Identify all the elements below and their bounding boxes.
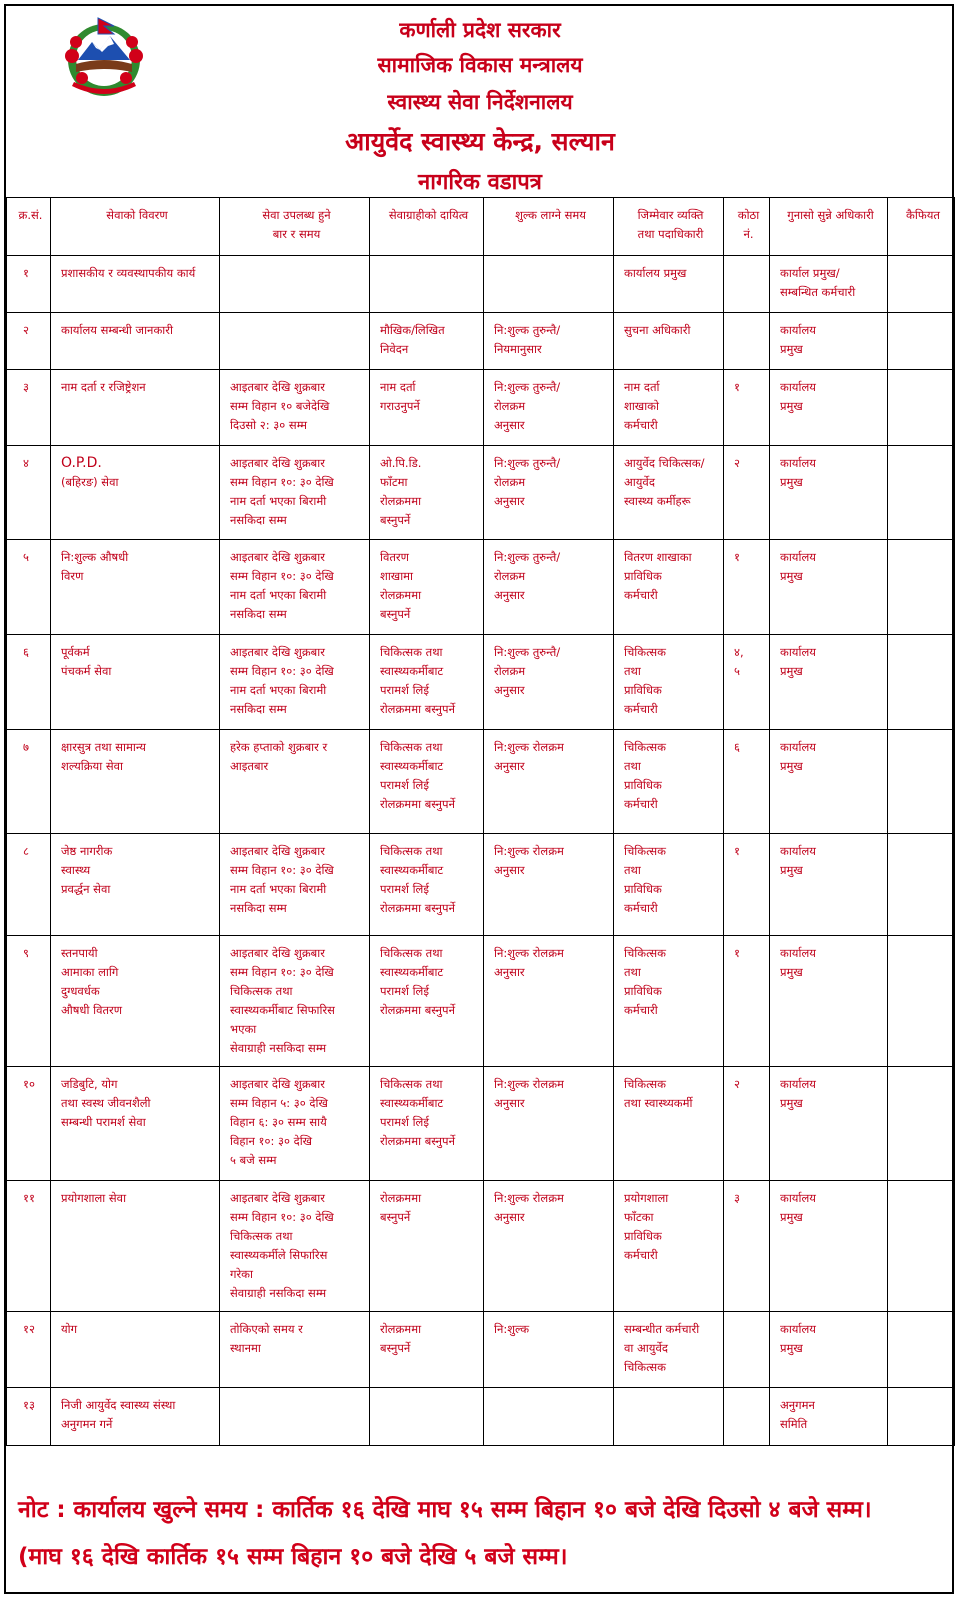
serial-number: १३ (7, 1388, 51, 1446)
service-description: प्रयोगशाला सेवा (51, 1181, 220, 1312)
table-row (7, 446, 955, 540)
recipient-duty: चिकित्सक तथा स्वास्थ्यकर्मीबाट परामर्श लिई रोलक्रममा बस्नुपर्ने (370, 834, 484, 936)
header-province: कर्णाली प्रदेश सरकार (399, 18, 561, 42)
room-number: ३ (724, 1181, 770, 1312)
recipient-duty: मौखिक/लिखित निवेदन (370, 313, 484, 370)
remarks (888, 540, 955, 635)
header-directorate: स्वास्थ्य सेवा निर्देशनालय (387, 90, 573, 114)
grievance-officer: कार्याल प्रमुख/ सम्बन्धित कर्मचारी (770, 256, 888, 313)
remarks (888, 256, 955, 313)
fee-and-duration: नि:शुल्क (484, 1312, 614, 1388)
room-number (724, 1388, 770, 1446)
room-number: २ (724, 1067, 770, 1181)
responsible-official: आयुर्वेद चिकित्सक/ आयुर्वेद स्वास्थ्य कर्मीहरू (614, 446, 724, 540)
recipient-duty: रोलक्रममा बस्नुपर्ने (370, 1181, 484, 1312)
serial-number: ८ (7, 834, 51, 936)
grievance-officer: कार्यालय प्रमुख (770, 313, 888, 370)
serial-number: १ (7, 256, 51, 313)
recipient-duty: चिकित्सक तथा स्वास्थ्यकर्मीबाट परामर्श लिई रोलक्रममा बस्नुपर्ने (370, 936, 484, 1067)
remarks (888, 635, 955, 730)
column-header: सेवा उपलब्ध हुने बार र समय (220, 198, 370, 256)
remarks (888, 1181, 955, 1312)
responsible-official: वितरण शाखाका प्राविधिक कर्मचारी (614, 540, 724, 635)
recipient-duty: वितरण शाखामा रोलक्रममा बस्नुपर्ने (370, 540, 484, 635)
table-row (7, 1388, 955, 1446)
service-time: आइतबार देखि शुक्रबार सम्म विहान १०: ३० देखि चिकित्सक तथा स्वास्थ्यकर्मीले सिफारिस गरेका सेवाग्राही नसकिदा सम्म (220, 1181, 370, 1312)
room-number (724, 256, 770, 313)
column-header: कोठा नं. (724, 198, 770, 256)
grievance-officer: कार्यालय प्रमुख (770, 1067, 888, 1181)
fee-and-duration (484, 1388, 614, 1446)
fee-and-duration: नि:शुल्क तुरुन्तै/ नियमानुसार (484, 313, 614, 370)
fee-and-duration: नि:शुल्क रोलक्रम अनुसार (484, 834, 614, 936)
service-time (220, 1388, 370, 1446)
office-hours-note: नोट : कार्यालय खुल्ने समय : कार्तिक १६ देखि माघ १५ सम्म बिहान १० बजे देखि दिउसो ४ बजे सम्म। (18, 1497, 872, 1523)
opd-label: O.P.D. (61, 455, 102, 471)
column-header: शुल्क लाग्ने समय (484, 198, 614, 256)
service-time: आइतबार देखि शुक्रबार सम्म विहान १० बजेदेखि दिउसो २: ३० सम्म (220, 370, 370, 446)
service-time: आइतबार देखि शुक्रबार सम्म विहान १०: ३० देखि नाम दर्ता भएका बिरामी नसकिदा सम्म (220, 635, 370, 730)
responsible-official: सुचना अधिकारी (614, 313, 724, 370)
fee-and-duration: नि:शुल्क रोलक्रम अनुसार (484, 936, 614, 1067)
header-ministry: सामाजिक विकास मन्त्रालय (377, 53, 583, 77)
remarks (888, 446, 955, 540)
service-time (220, 313, 370, 370)
room-number: १ (724, 370, 770, 446)
remarks (888, 936, 955, 1067)
grievance-officer: कार्यालय प्रमुख (770, 635, 888, 730)
header-charter-title: नागरिक वडापत्र (418, 170, 542, 195)
table-row (7, 540, 955, 635)
serial-number: ६ (7, 635, 51, 730)
service-description (51, 446, 220, 540)
recipient-duty: चिकित्सक तथा स्वास्थ्यकर्मीबाट परामर्श लिई रोलक्रममा बस्नुपर्ने (370, 1067, 484, 1181)
responsible-official: चिकित्सक तथा प्राविधिक कर्मचारी (614, 834, 724, 936)
table-row (7, 256, 955, 313)
serial-number: १० (7, 1067, 51, 1181)
service-description: प्रशासकीय र व्यवस्थापकीय कार्य (51, 256, 220, 313)
opd-subtitle: (बहिरङ) सेवा (61, 475, 119, 489)
service-description: जेष्ठ नागरीक स्वास्थ्य प्रवर्द्धन सेवा (51, 834, 220, 936)
grievance-officer: कार्यालय प्रमुख (770, 1312, 888, 1388)
fee-and-duration: नि:शुल्क तुरुन्तै/ रोलक्रम अनुसार (484, 446, 614, 540)
header-center-name: आयुर्वेद स्वास्थ्य केन्द्र, सल्यान (345, 127, 615, 156)
table-row (7, 635, 955, 730)
table-row (7, 834, 955, 936)
serial-number: ४ (7, 446, 51, 540)
recipient-duty (370, 1388, 484, 1446)
service-time: तोकिएको समय र स्थानमा (220, 1312, 370, 1388)
grievance-officer: अनुगमन समिति (770, 1388, 888, 1446)
room-number: २ (724, 446, 770, 540)
table-row (7, 313, 955, 370)
responsible-official: नाम दर्ता शाखाको कर्मचारी (614, 370, 724, 446)
service-description: योग (51, 1312, 220, 1388)
service-time: हरेक हप्ताको शुक्रबार र आइतबार (220, 730, 370, 834)
responsible-official: चिकित्सक तथा प्राविधिक कर्मचारी (614, 635, 724, 730)
fee-and-duration: नि:शुल्क रोलक्रम अनुसार (484, 1067, 614, 1181)
grievance-officer: कार्यालय प्रमुख (770, 446, 888, 540)
responsible-official: चिकित्सक तथा प्राविधिक कर्मचारी (614, 936, 724, 1067)
office-hours-note-secondary: (माघ १६ देखि कार्तिक १५ सम्म बिहान १० बजे देखि ५ बजे सम्म। (18, 1544, 568, 1570)
remarks (888, 1388, 955, 1446)
service-description: कार्यालय सम्बन्धी जानकारी (51, 313, 220, 370)
service-description: नाम दर्ता र रजिष्ट्रेशन (51, 370, 220, 446)
fee-and-duration: नि:शुल्क रोलक्रम अनुसार (484, 1181, 614, 1312)
recipient-duty: चिकित्सक तथा स्वास्थ्यकर्मीबाट परामर्श लिई रोलक्रममा बस्नुपर्ने (370, 730, 484, 834)
grievance-officer: कार्यालय प्रमुख (770, 936, 888, 1067)
responsible-official (614, 1388, 724, 1446)
table-row (7, 730, 955, 834)
column-header: गुनासो सुन्ने अधिकारी (770, 198, 888, 256)
responsible-official: चिकित्सक तथा स्वास्थ्यकर्मी (614, 1067, 724, 1181)
responsible-official: कार्यालय प्रमुख (614, 256, 724, 313)
recipient-duty: नाम दर्ता गराउनुपर्ने (370, 370, 484, 446)
table-row (7, 370, 955, 446)
service-description: जडिबुटि, योग तथा स्वस्थ जीवनशैली सम्बन्धी परामर्श सेवा (51, 1067, 220, 1181)
service-description: नि:शुल्क औषधी विरण (51, 540, 220, 635)
remarks (888, 370, 955, 446)
service-description: क्षारसुत्र तथा सामान्य शल्यक्रिया सेवा (51, 730, 220, 834)
recipient-duty: चिकित्सक तथा स्वास्थ्यकर्मीबाट परामर्श लिई रोलक्रममा बस्नुपर्ने (370, 635, 484, 730)
service-time: आइतबार देखि शुक्रबार सम्म विहान १०: ३० देखि नाम दर्ता भएका बिरामी नसकिदा सम्म (220, 834, 370, 936)
room-number: ४, ५ (724, 635, 770, 730)
fee-and-duration: नि:शुल्क तुरुन्तै/ रोलक्रम अनुसार (484, 370, 614, 446)
service-time (220, 256, 370, 313)
room-number: १ (724, 936, 770, 1067)
responsible-official: सम्बन्धीत कर्मचारी वा आयुर्वेद चिकित्सक (614, 1312, 724, 1388)
serial-number: १२ (7, 1312, 51, 1388)
fee-and-duration (484, 256, 614, 313)
remarks (888, 730, 955, 834)
room-number: १ (724, 540, 770, 635)
room-number (724, 1312, 770, 1388)
recipient-duty: ओ.पि.डि. फाँटमा रोलक्रममा बस्नुपर्ने (370, 446, 484, 540)
serial-number: ७ (7, 730, 51, 834)
service-time: आइतबार देखि शुक्रबार सम्म विहान १०: ३० देखि चिकित्सक तथा स्वास्थ्यकर्मीबाट सिफारिस भएका सेवाग्राही नसकिदा सम्म (220, 936, 370, 1067)
table-row (7, 1067, 955, 1181)
service-description: पूर्वकर्म पंचकर्म सेवा (51, 635, 220, 730)
column-header: सेवाग्राहीको दायित्व (370, 198, 484, 256)
column-header: क्र.सं. (7, 198, 51, 256)
column-header: सेवाको विवरण (51, 198, 220, 256)
responsible-official: प्रयोगशाला फाँटका प्राविधिक कर्मचारी (614, 1181, 724, 1312)
service-time: आइतबार देखि शुक्रबार सम्म विहान ५: ३० देखि विहान ६: ३० सम्म सायै विहान १०: ३० देखि ५ बजे सम्म (220, 1067, 370, 1181)
column-header: जिम्मेवार व्यक्ति तथा पदाधिकारी (614, 198, 724, 256)
room-number: ६ (724, 730, 770, 834)
remarks (888, 1067, 955, 1181)
serial-number: ९ (7, 936, 51, 1067)
service-description: निजी आयुर्वेद स्वास्थ्य संस्था अनुगमन गर्ने (51, 1388, 220, 1446)
grievance-officer: कार्यालय प्रमुख (770, 834, 888, 936)
serial-number: ५ (7, 540, 51, 635)
remarks (888, 834, 955, 936)
fee-and-duration: नि:शुल्क तुरुन्तै/ रोलक्रम अनुसार (484, 540, 614, 635)
fee-and-duration: नि:शुल्क रोलक्रम अनुसार (484, 730, 614, 834)
grievance-officer: कार्यालय प्रमुख (770, 730, 888, 834)
service-description: स्तनपायी आमाका लागि दुग्धवर्धक औषधी वितरण (51, 936, 220, 1067)
remarks (888, 1312, 955, 1388)
room-number (724, 313, 770, 370)
serial-number: ३ (7, 370, 51, 446)
service-time: आइतबार देखि शुक्रबार सम्म विहान १०: ३० देखि नाम दर्ता भएका बिरामी नसकिदा सम्म (220, 540, 370, 635)
grievance-officer: कार्यालय प्रमुख (770, 540, 888, 635)
grievance-officer: कार्यालय प्रमुख (770, 370, 888, 446)
responsible-official: चिकित्सक तथा प्राविधिक कर्मचारी (614, 730, 724, 834)
table-row (7, 936, 955, 1067)
recipient-duty: रोलक्रममा बस्नुपर्ने (370, 1312, 484, 1388)
fee-and-duration: नि:शुल्क तुरुन्तै/ रोलक्रम अनुसार (484, 635, 614, 730)
table-header-row (7, 198, 955, 256)
service-time: आइतबार देखि शुक्रबार सम्म विहान १०: ३० देखि नाम दर्ता भएका बिरामी नसकिदा सम्म (220, 446, 370, 540)
serial-number: २ (7, 313, 51, 370)
room-number: १ (724, 834, 770, 936)
column-header: कैफियत (888, 198, 955, 256)
grievance-officer: कार्यालय प्रमुख (770, 1181, 888, 1312)
recipient-duty (370, 256, 484, 313)
table-row (7, 1312, 955, 1388)
table-row (7, 1181, 955, 1312)
remarks (888, 313, 955, 370)
serial-number: ११ (7, 1181, 51, 1312)
citizen-charter-table (6, 197, 955, 1446)
